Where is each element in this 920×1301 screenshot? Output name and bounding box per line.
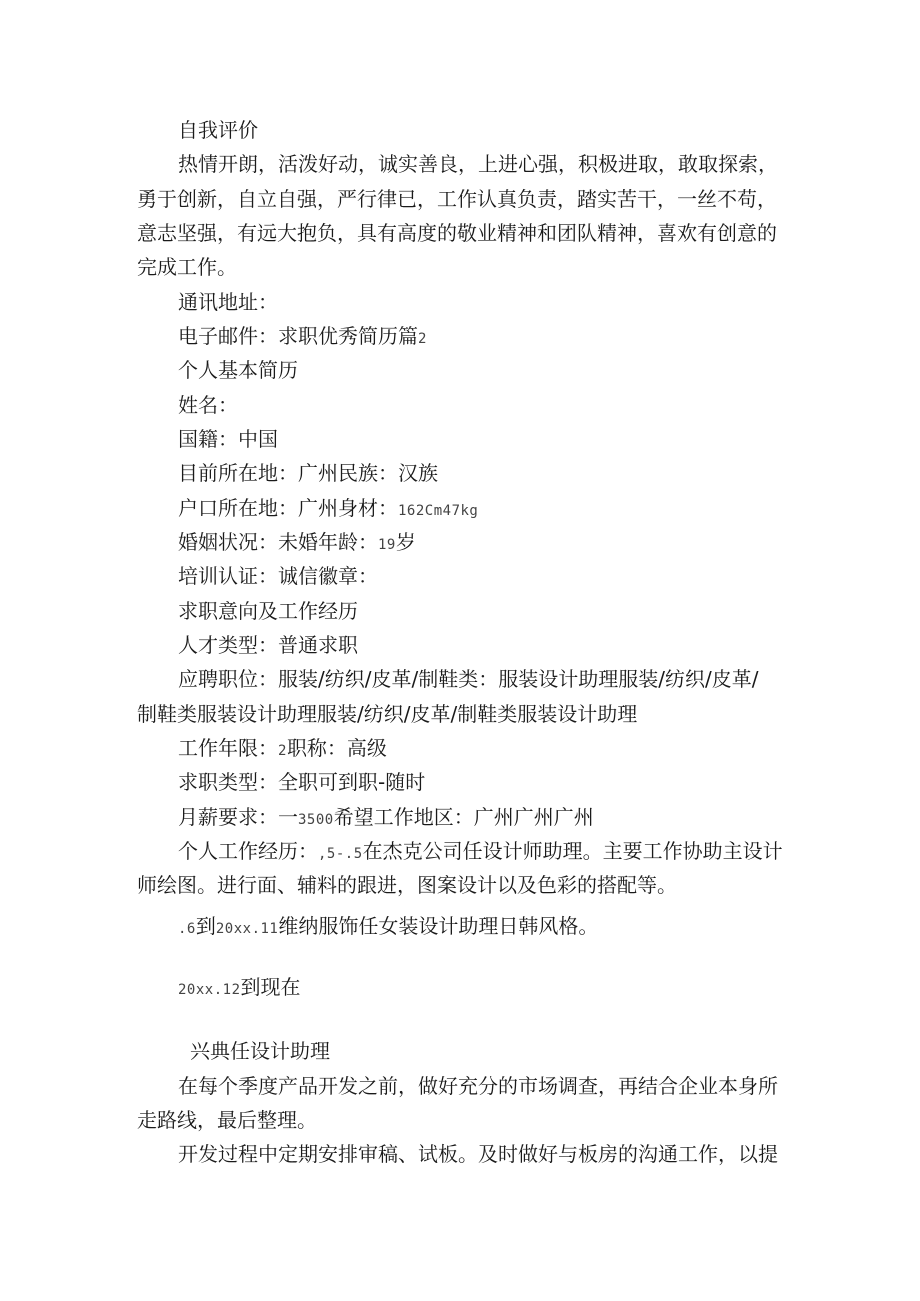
duty-line: 走路线，最后整理。	[137, 1108, 317, 1132]
address-line: 通讯地址：	[178, 290, 278, 314]
experience-entry	[178, 974, 301, 1003]
entry-text: 到现在	[240, 975, 301, 999]
certification-line: 培训认证：诚信徽章：	[178, 564, 378, 588]
experience-dates: ,5-.5	[318, 846, 363, 862]
paragraph-line: 完成工作。	[137, 255, 237, 279]
paragraph-line: 热情开朗，活泼好动，诚实善良，上进心强，积极进取，敢取探索，	[178, 152, 778, 176]
date-start: .6	[178, 921, 196, 937]
duty-line: 在每个季度产品开发之前，做好充分的市场调查，再结合企业本身所	[178, 1074, 778, 1098]
body-measurements: 162Cm47kg	[398, 503, 479, 519]
hukou-line	[178, 495, 478, 524]
talent-type-line: 人才类型：普通求职	[178, 633, 358, 657]
to-text: 到	[195, 914, 216, 938]
hukou-label: 户口所在地：广州身材：	[178, 496, 398, 520]
section-heading-job-intent: 求职意向及工作经历	[178, 599, 358, 623]
experience-entry	[178, 913, 598, 942]
date-end: 20xx.11	[215, 921, 279, 937]
marital-label: 婚姻状况：未婚年龄：	[178, 530, 378, 554]
experience-line: 师绘图。进行面、辅料的跟进，图案设计以及色彩的搭配等。	[137, 873, 677, 897]
email-number: 2	[418, 331, 427, 347]
experience-text: 在杰克公司任设计师助理。主要工作协助主设计	[362, 839, 783, 863]
age-number: 19	[378, 537, 396, 553]
salary-number: 3500	[298, 812, 334, 828]
years-number: 2	[278, 743, 287, 759]
paragraph-line: 意志坚强，有远大抱负，具有高度的敬业精神和团队精神，喜欢有创意的	[137, 221, 777, 245]
salary-line	[178, 804, 594, 833]
experience-line	[178, 838, 783, 867]
title-label: 职称：高级	[286, 736, 387, 760]
name-line: 姓名：	[178, 393, 238, 417]
desired-region: 希望工作地区：广州广州广州	[333, 805, 594, 829]
entry-text: 维纳服饰任女装设计助理日韩风格。	[278, 914, 599, 938]
nationality-line: 国籍：中国	[178, 427, 278, 451]
years-label: 工作年限：	[178, 736, 278, 760]
marital-line	[178, 529, 416, 558]
section-heading-basic-resume: 个人基本简历	[178, 358, 298, 382]
age-unit: 岁	[395, 530, 416, 554]
experience-label: 个人工作经历：	[178, 839, 318, 863]
section-heading-self-evaluation: 自我评价	[178, 118, 258, 142]
experience-entry: 兴典任设计助理	[190, 1039, 330, 1063]
position-line: 应聘职位：服装/纺织/皮革/制鞋类：服装设计助理服装/纺织/皮革/	[178, 667, 759, 691]
email-label: 电子邮件：求职优秀简历篇	[178, 324, 418, 348]
job-type-line: 求职类型：全职可到职-随时	[178, 770, 426, 794]
date-start: 20xx.12	[178, 982, 241, 998]
salary-label: 月薪要求：一	[178, 805, 298, 829]
paragraph-line: 勇于创新，自立自强，严行律已，工作认真负责，踏实苦干，一丝不苟，	[137, 187, 777, 211]
years-line	[178, 735, 387, 764]
location-line: 目前所在地：广州民族：汉族	[178, 461, 438, 485]
duty-line: 开发过程中定期安排审稿、试板。及时做好与板房的沟通工作，以提	[178, 1142, 778, 1166]
email-line	[178, 323, 427, 352]
position-line: 制鞋类服装设计助理服装/纺织/皮革/制鞋类服装设计助理	[137, 702, 638, 726]
